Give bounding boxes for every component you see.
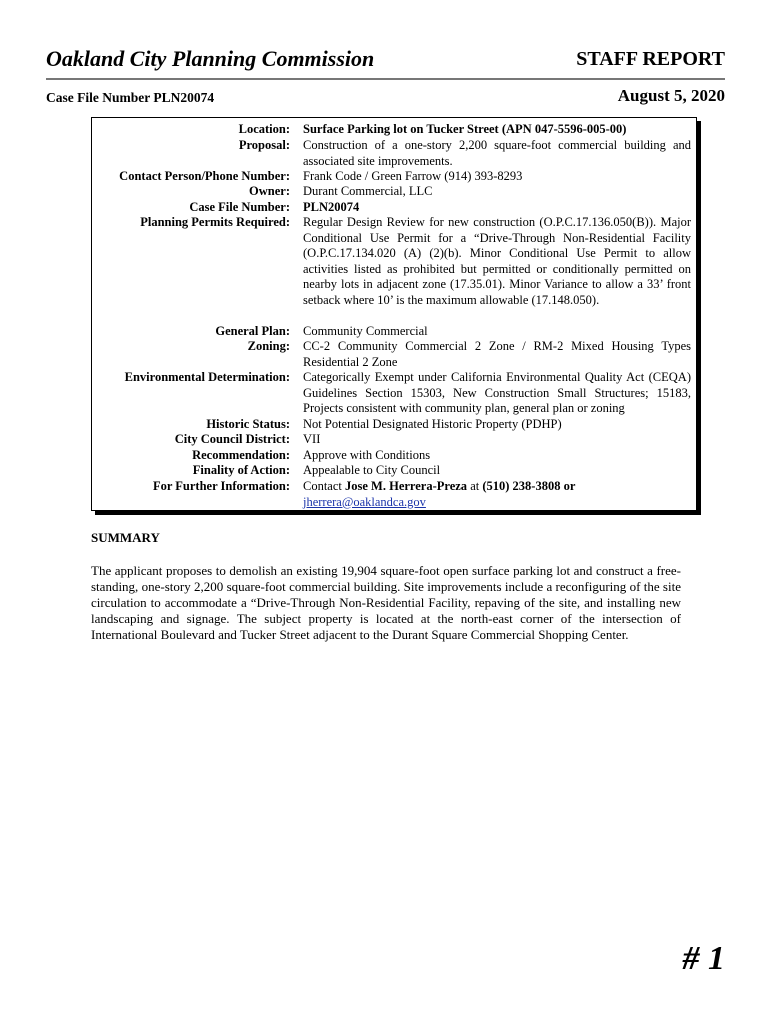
page-mark: # 1 [682, 940, 725, 977]
further-info-value [303, 479, 691, 510]
zoning-label: Zoning: [247, 339, 290, 353]
permits-label: Planning Permits Required: [140, 215, 290, 229]
report-date: August 5, 2020 [617, 86, 725, 105]
owner-label: Owner: [249, 184, 290, 198]
finality-value: Appealable to City Council [303, 463, 441, 477]
district-label: City Council District: [174, 432, 290, 446]
district-value: VII [303, 432, 321, 446]
casefile-label: Case File Number: [189, 200, 290, 214]
summary-paragraph: The applicant proposes to demolish an existing 19,904 square-foot open surface parking lot and construct a free-standing, one-story 2,200 square-foot commercial building. Site improvements include a reconfiguring of the site circulation to accommodate a “Drive-Through Non-Residential Facility, repaving of the site, and installing new landscaping and signage. The subject property is located at the north-east corner of the intersection of International Boulevard and Tucker Street adjacent to the Durant Square Commercial Shopping Center. [91, 563, 681, 642]
casefile-value: PLN20074 [303, 200, 360, 214]
further-info-at: at [467, 479, 483, 493]
contact-label: Contact Person/Phone Number: [119, 169, 290, 183]
historic-value: Not Potential Designated Historic Property (PDHP) [303, 417, 562, 431]
proposal-label: Proposal: [238, 138, 290, 152]
recommendation-value: Approve with Conditions [303, 448, 431, 462]
historic-label: Historic Status: [206, 417, 290, 431]
recommendation-label: Recommendation: [192, 448, 290, 462]
further-info-label: For Further Information: [152, 479, 290, 493]
general-plan-label: General Plan: [215, 324, 290, 338]
document-title: Oakland City Planning Commission [46, 46, 375, 71]
zoning-value: CC-2 Community Commercial 2 Zone / RM-2 Mixed Housing Types Residential 2 Zone [303, 339, 691, 369]
header-divider [46, 78, 725, 80]
general-plan-value: Community Commercial [303, 324, 428, 338]
contact-name: Jose M. Herrera-Preza [345, 479, 468, 493]
project-info-box [91, 117, 697, 511]
case-file-number: Case File Number PLN20074 [46, 90, 215, 105]
contact-phone: (510) 238-3808 or [482, 479, 576, 493]
contact-email-link[interactable]: jherrera@oaklandca.gov [303, 494, 426, 509]
location-value: Surface Parking lot on Tucker Street (APN 047-5596-005-00) [303, 122, 627, 136]
contact-value: Frank Code / Green Farrow (914) 393-8293 [303, 169, 523, 183]
owner-value: Durant Commercial, LLC [303, 184, 433, 198]
summary-heading: SUMMARY [91, 530, 160, 545]
environmental-label: Environmental Determination: [124, 370, 290, 384]
further-info-prefix: Contact [303, 479, 346, 493]
report-type: STAFF REPORT [576, 48, 725, 70]
location-label: Location: [238, 122, 290, 136]
finality-label: Finality of Action: [192, 463, 290, 477]
proposal-value: Construction of a one-story 2,200 square-foot commercial building and associated site improvements. [303, 138, 691, 168]
permits-value: Regular Design Review for new construction (O.P.C.17.136.050(B)). Major Conditional Use Permit for a “Drive-Through Non-Residential Facility (O.P.C.17.134.020 (A) (2)(b). Minor Conditional Use Permit to allow activities listed as prohibited but permitted or conditionally permitted on nearby lots in adjacent zone (17.35.01). Minor Variance to allow a 33’ front setback where 10’ is the maximum allowable (17.148.050). [303, 215, 691, 307]
environmental-value: Categorically Exempt under California Environmental Quality Act (CEQA) Guidelines Section 15303, New Construction Small Structures; 15183, Projects consistent with community plan, general plan or zoning [303, 370, 691, 415]
